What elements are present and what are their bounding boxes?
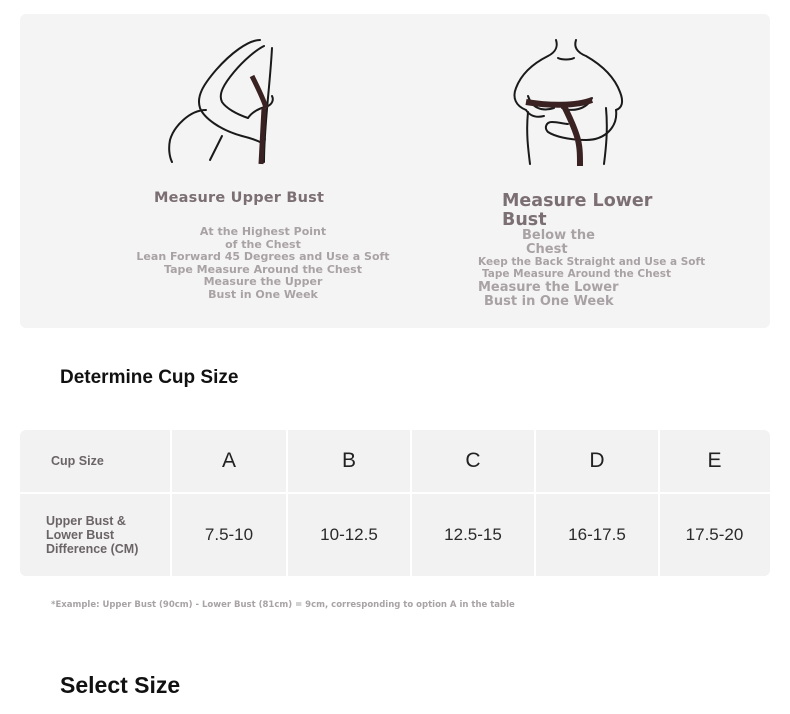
cup-letter-cell: B bbox=[341, 449, 356, 472]
lower-bust-illustration bbox=[506, 36, 634, 168]
column-divider bbox=[534, 430, 536, 576]
example-footnote: *Example: Upper Bust (90cm) - Lower Bust (81cm) = 9cm, corresponding to option A in the table bbox=[51, 600, 515, 610]
cup-size-heading: Determine Cup Size bbox=[60, 367, 239, 388]
difference-value-cell: 7.5-10 bbox=[204, 525, 254, 544]
difference-label: Upper Bust & Lower Bust Difference (CM) bbox=[46, 514, 139, 556]
upper-bust-illustration bbox=[160, 36, 290, 168]
lower-bust-line: Tape Measure Around the Chest bbox=[482, 268, 672, 280]
select-size-heading: Select Size bbox=[60, 672, 181, 698]
lower-bust-line: Chest bbox=[526, 242, 568, 257]
upper-bust-line: Tape Measure Around the Chest bbox=[163, 262, 362, 276]
cup-letter-cell: E bbox=[707, 449, 722, 472]
cup-letter-cell: C bbox=[465, 449, 481, 472]
upper-bust-line: At the Highest Point bbox=[199, 225, 327, 238]
difference-value-cell: 12.5-15 bbox=[444, 525, 502, 544]
column-divider bbox=[658, 430, 660, 576]
lower-bust-line: Below the bbox=[522, 228, 595, 243]
column-divider bbox=[286, 430, 288, 576]
lower-bust-line: Bust in One Week bbox=[484, 294, 614, 309]
upper-bust-line: Lean Forward 45 Degrees and Use a Soft bbox=[136, 250, 390, 263]
difference-value-cell: 16-17.5 bbox=[568, 525, 626, 544]
lower-bust-title: Measure Lower Bust bbox=[502, 191, 653, 230]
column-divider bbox=[410, 430, 412, 576]
upper-bust-title: Measure Upper Bust bbox=[154, 190, 325, 206]
upper-bust-instructions bbox=[118, 226, 408, 301]
lower-bust-instructions bbox=[474, 229, 714, 309]
upper-bust-line: of the Chest bbox=[225, 237, 301, 251]
cup-size-table bbox=[20, 430, 770, 576]
cup-size-label: Cup Size bbox=[51, 454, 104, 468]
upper-bust-line: Bust in One Week bbox=[208, 287, 318, 301]
lower-bust-line: Keep the Back Straight and Use a Soft bbox=[478, 256, 706, 268]
cup-letter-cell: D bbox=[589, 449, 605, 472]
column-divider bbox=[170, 430, 172, 576]
cup-letter-cell: A bbox=[221, 449, 236, 472]
difference-value-cell: 10-12.5 bbox=[320, 525, 378, 544]
upper-bust-line: Measure the Upper bbox=[203, 275, 323, 288]
difference-value-cell: 17.5-20 bbox=[685, 525, 744, 544]
lower-bust-line: Measure the Lower bbox=[478, 280, 619, 295]
